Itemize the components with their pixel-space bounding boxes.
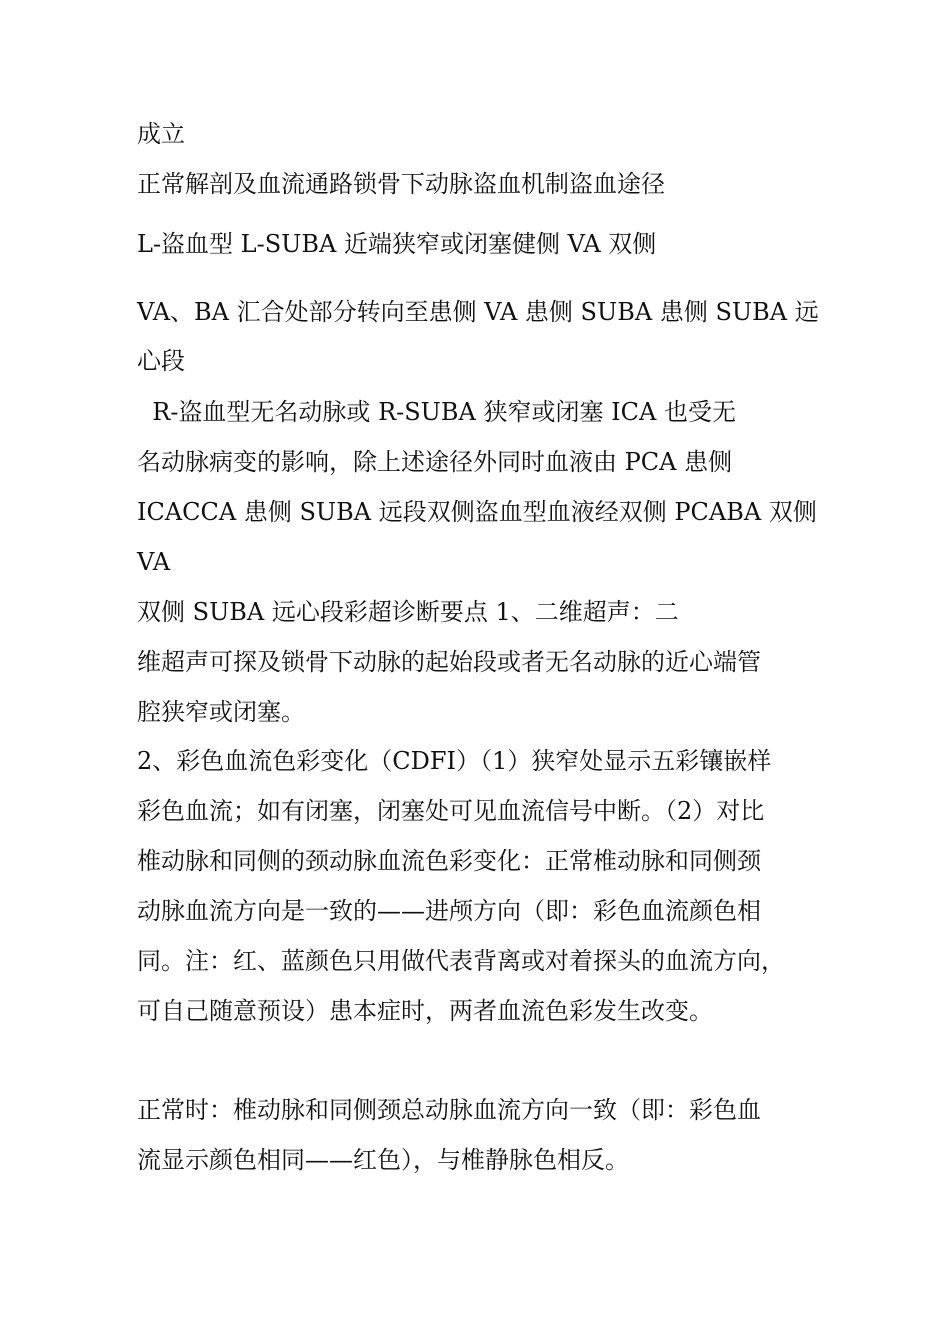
text-line: VA [137, 548, 171, 576]
text-line: 心段 [137, 347, 185, 375]
text-line: 椎动脉和同侧的颈动脉血流色彩变化：正常椎动脉和同侧颈 [137, 847, 761, 875]
text-line: 正常时：椎动脉和同侧颈总动脉血流方向一致（即：彩色血 [137, 1096, 761, 1124]
text-line: 名动脉病变的影响，除上述途径外同时血液由 PCA 患侧 [137, 448, 733, 476]
text-line: 维超声可探及锁骨下动脉的起始段或者无名动脉的近心端管 [137, 648, 761, 676]
text-line: R-盗血型无名动脉或 R-SUBA 狭窄或闭塞 ICA 也受无 [137, 398, 736, 426]
text-line: 同。注：红、蓝颜色只用做代表背离或对着探头的血流方向， [137, 947, 785, 975]
text-line: 正常解剖及血流通路锁骨下动脉盗血机制盗血途径 [137, 170, 665, 198]
text-line: 双侧 SUBA 远心段彩超诊断要点 1、二维超声：二 [137, 598, 679, 626]
text-line: L-盗血型 L-SUBA 近端狭窄或闭塞健侧 VA 双侧 [137, 230, 657, 258]
text-line: ICACCA 患侧 SUBA 远段双侧盗血型血液经双侧 PCABA 双侧 [137, 498, 817, 526]
text-line: VA、BA 汇合处部分转向至患侧 VA 患侧 SUBA 患侧 SUBA 远 [137, 298, 819, 326]
text-line: 腔狭窄或闭塞。 [137, 698, 305, 726]
text-line: 动脉血流方向是一致的——进颅方向（即：彩色血流颜色相 [137, 897, 761, 925]
text-line: 彩色血流；如有闭塞，闭塞处可见血流信号中断。（2）对比 [137, 797, 765, 825]
text-line: 成立 [137, 120, 185, 148]
text-line: 2、彩色血流色彩变化（CDFI）（1）狭窄处显示五彩镶嵌样 [137, 747, 772, 775]
text-line: 流显示颜色相同——红色），与椎静脉色相反。 [137, 1146, 629, 1174]
text-line: 可自己随意预设）患本症时，两者血流色彩发生改变。 [137, 997, 713, 1025]
